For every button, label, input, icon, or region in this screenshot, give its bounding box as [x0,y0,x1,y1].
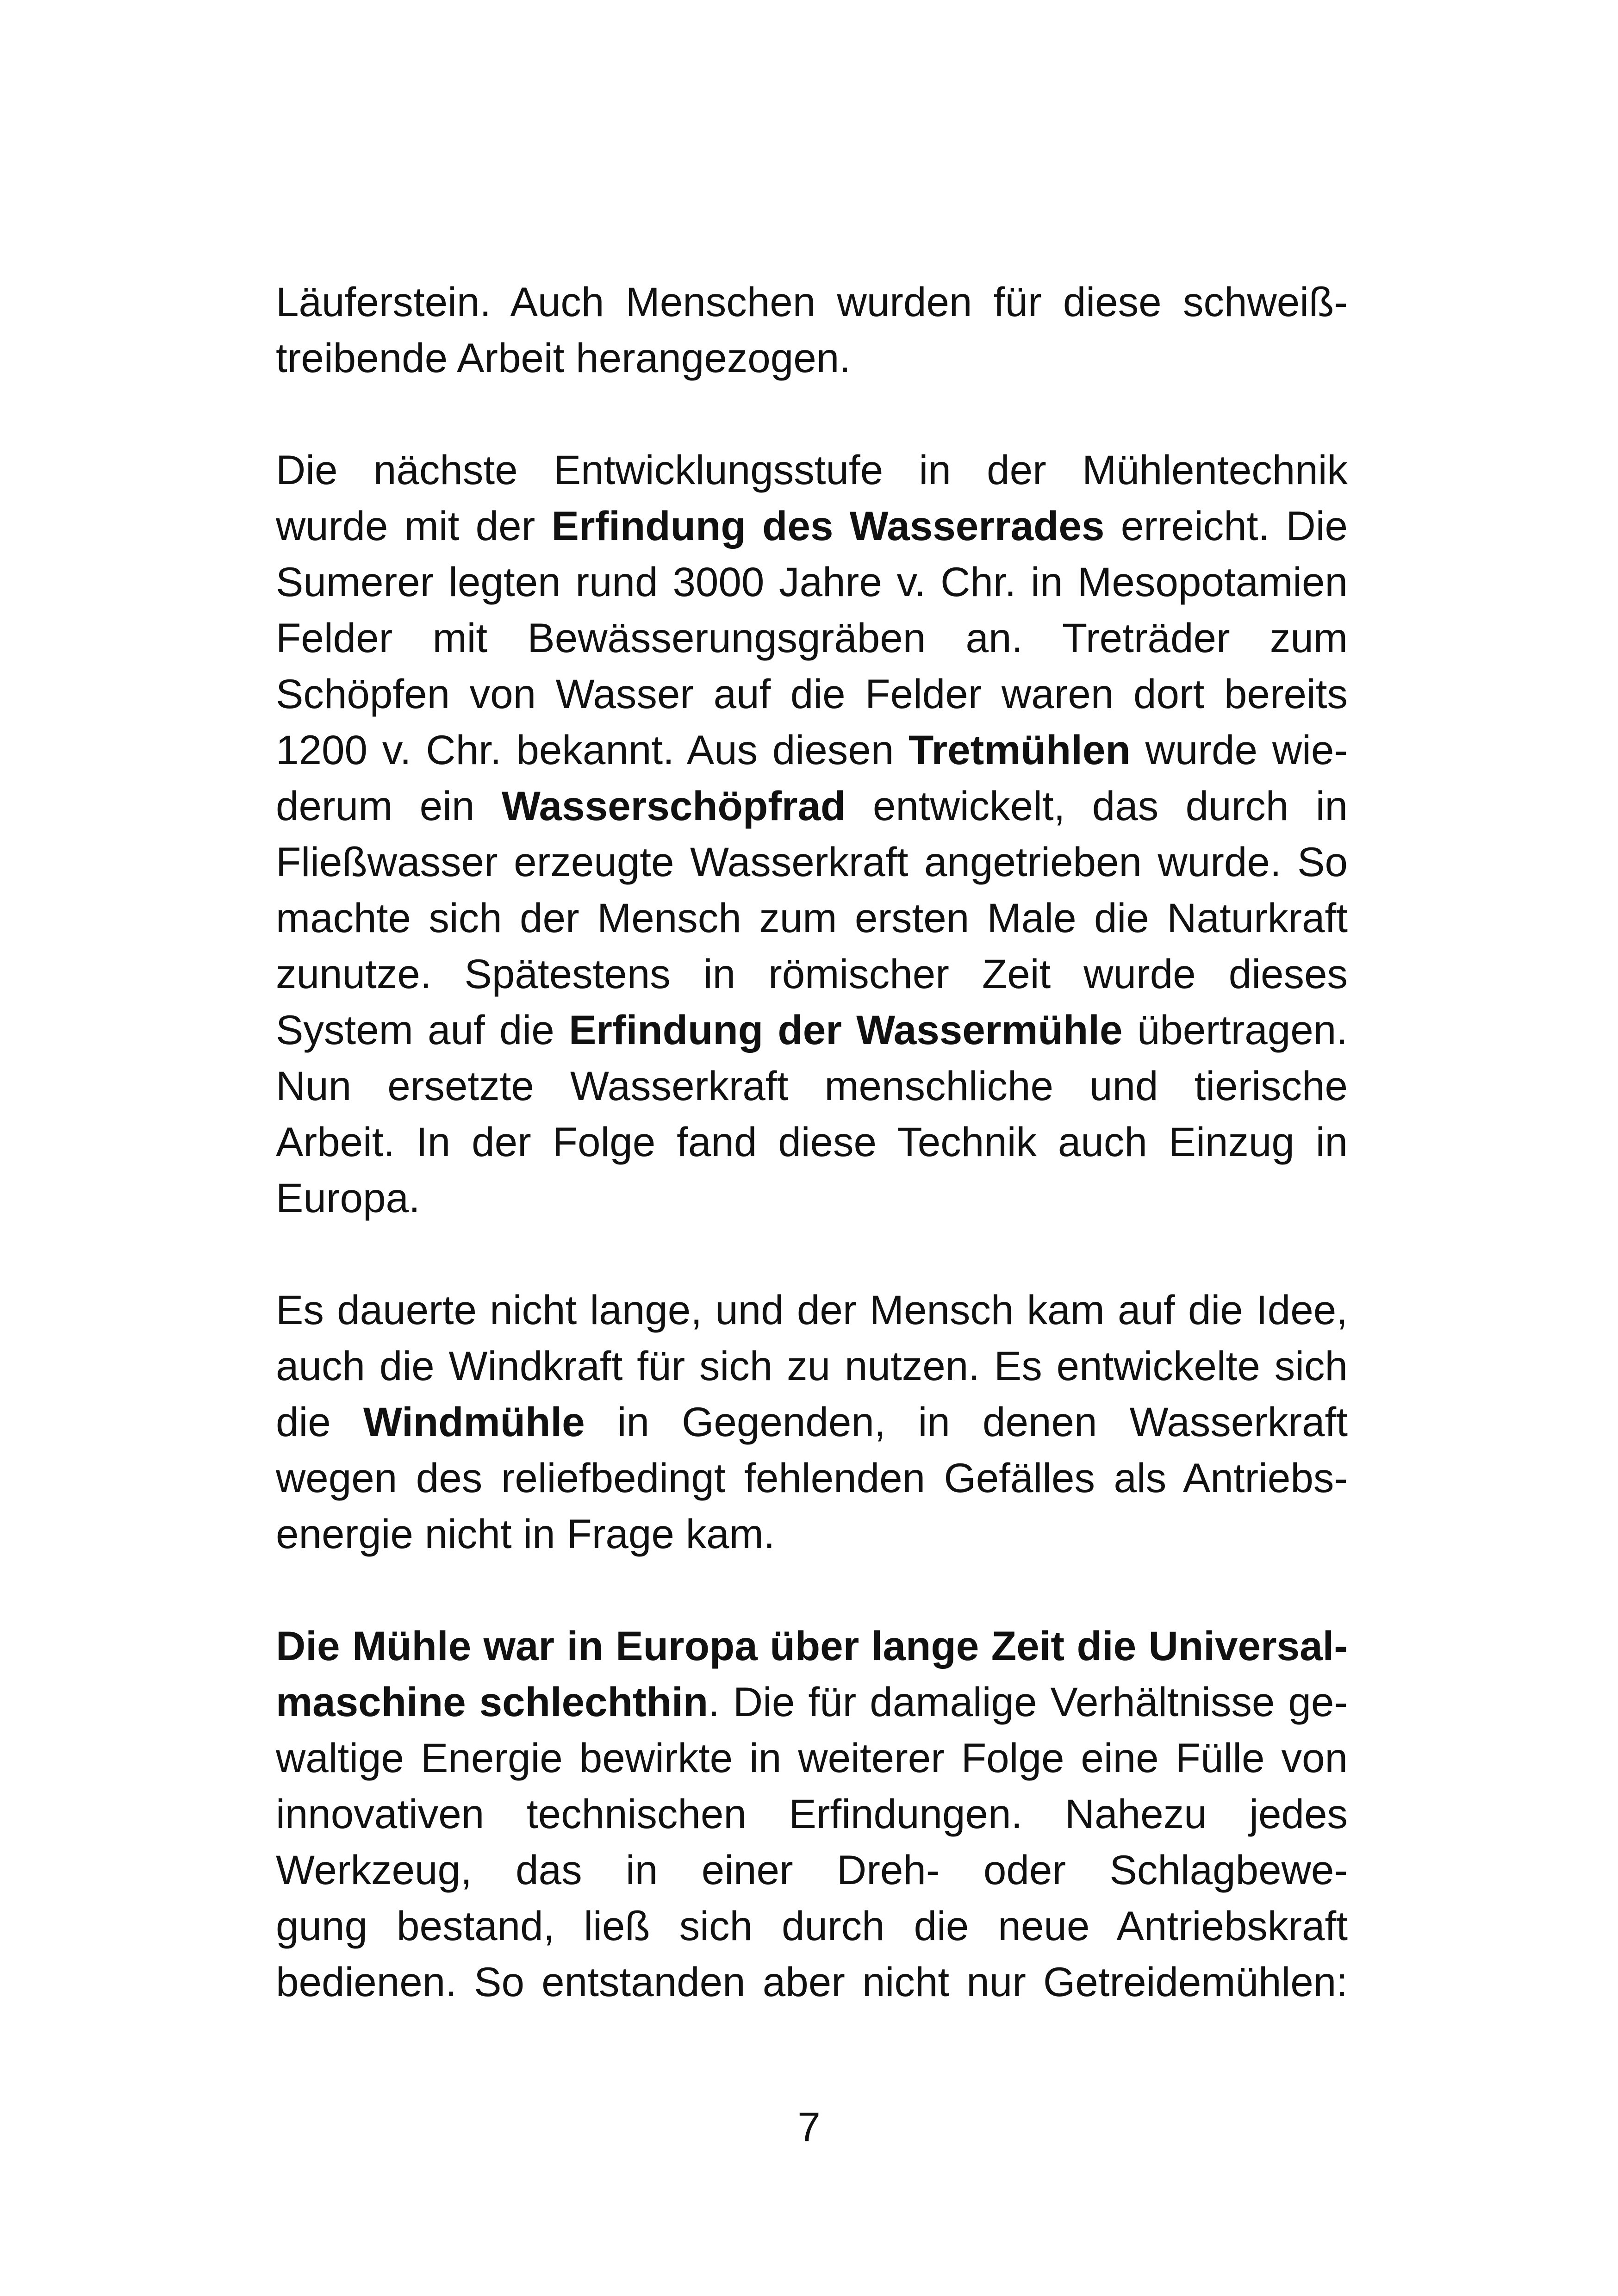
text-line: Sumerer legten rund 3000 Jahre v. Chr. in Mesopotamien [276,559,1348,605]
text-line: waltige Energie bewirkte in weiterer Folge eine Fülle von [276,1735,1348,1781]
paragraph [276,274,1348,386]
text-line: System auf die Erfindung der Wassermühle übertragen. [276,1007,1348,1053]
bold-term: Wasserschöpfrad [501,783,846,829]
text-line: Europa. [276,1175,420,1221]
text-line: maschine schlechthin. Die für damalige Verhältnisse ge- [276,1679,1348,1725]
page-number: 7 [797,2103,821,2150]
text-line: Arbeit. In der Folge fand diese Technik auch Einzug in [276,1119,1348,1165]
text-line: wurde mit der Erfindung des Wasserrades erreicht. Die [276,503,1348,549]
text-line: machte sich der Mensch zum ersten Male die Naturkraft [276,895,1348,941]
bold-term: Erfindung der Wassermühle [568,1007,1123,1053]
bold-term: Die Mühle war in Europa über lange Zeit die Universal- [276,1623,1348,1669]
text-line: Felder mit Bewässerungsgräben an. Treträder zum [276,615,1348,661]
text-line: Es dauerte nicht lange, und der Mensch kam auf die Idee, [276,1287,1348,1333]
text-line: Nun ersetzte Wasserkraft menschliche und tierische [276,1063,1348,1109]
bold-term: Erfindung des Wasserrades [551,503,1105,549]
text-line: zunutze. Spätestens in römischer Zeit wurde dieses [276,951,1348,997]
text-line: Läuferstein. Auch Menschen wurden für diese schweiß- [276,279,1348,325]
bold-term: Windmühle [363,1399,585,1445]
text-line: gung bestand, ließ sich durch die neue Antriebskraft [276,1903,1348,1949]
text-line: bedienen. So entstanden aber nicht nur Getreidemühlen: [276,1959,1348,2005]
paragraph [276,1282,1348,1562]
text-line: Fließwasser erzeugte Wasserkraft angetrieben wurde. So [276,839,1348,885]
paragraph [276,1618,1348,2010]
text-line: 1200 v. Chr. bekannt. Aus diesen Tretmühlen wurde wie- [276,727,1348,773]
bold-term: maschine schlechthin [276,1679,709,1725]
bold-term: Tretmühlen [909,727,1131,773]
text-line: energie nicht in Frage kam. [276,1511,775,1557]
text-line: innovativen technischen Erfindungen. Nahezu jedes [276,1791,1348,1837]
text-line: auch die Windkraft für sich zu nutzen. Es entwickelte sich [276,1343,1348,1389]
text-line: Werkzeug, das in einer Dreh- oder Schlagbewe- [276,1847,1348,1893]
text-line: die Windmühle in Gegenden, in denen Wasserkraft [276,1399,1348,1445]
text-line [276,1618,1348,1674]
paragraph [276,442,1348,1226]
text-line: wegen des reliefbedingt fehlenden Gefälles als Antriebs- [276,1455,1348,1501]
text-line: derum ein Wasserschöpfrad entwickelt, das durch in [276,783,1348,829]
text-line: Die nächste Entwicklungsstufe in der Mühlentechnik [276,447,1348,493]
text-line: Schöpfen von Wasser auf die Felder waren dort bereits [276,671,1348,717]
page-body [276,274,1348,2010]
text-line: treibende Arbeit herangezogen. [276,335,851,381]
